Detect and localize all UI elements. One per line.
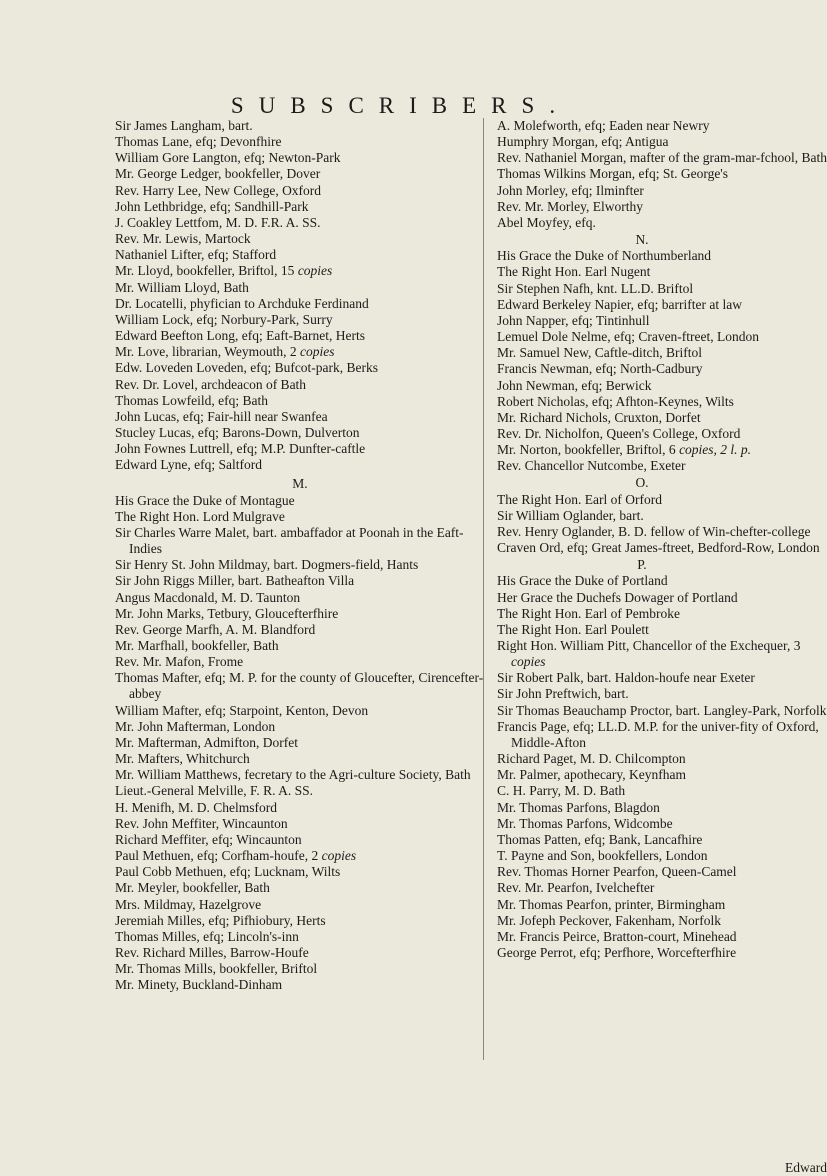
subscriber-name: Mr. Thomas Parfons, Blagdon bbox=[497, 799, 660, 815]
subscriber-entry bbox=[115, 816, 485, 832]
subscriber-entry bbox=[115, 800, 485, 816]
subscriber-name: Lieut.-General Melville, F. R. A. SS. bbox=[115, 783, 314, 799]
subscriber-name: Paul Cobb Methuen, efq; Lucknam, Wilts bbox=[115, 864, 341, 880]
subscriber-entry bbox=[497, 329, 827, 345]
subscriber-name: His Grace the Duke of Northumberland bbox=[497, 248, 712, 264]
subscriber-name: Sir John Preftwich, bart. bbox=[497, 686, 629, 702]
subscriber-entry bbox=[115, 670, 485, 702]
subscriber-name: The Right Hon. Earl Poulett bbox=[497, 621, 649, 637]
subscriber-name: Robert Nicholas, efq; Afhton-Keynes, Wilts bbox=[497, 393, 734, 409]
subscriber-entry bbox=[115, 590, 485, 606]
copies-note: copies bbox=[321, 848, 357, 864]
subscriber-name: His Grace the Duke of Portland bbox=[497, 573, 668, 589]
subscriber-entry bbox=[115, 864, 485, 880]
subscriber-entry bbox=[115, 328, 485, 344]
subscriber-name: Nathaniel Lifter, efq; Stafford bbox=[115, 247, 277, 263]
subscriber-entry bbox=[497, 573, 827, 589]
subscriber-entry bbox=[115, 183, 485, 199]
subscriber-entry bbox=[497, 719, 827, 751]
copies-note: copies, 2 l. p. bbox=[679, 442, 752, 458]
subscriber-name: Stucley Lucas, efq; Barons-Down, Dulverton bbox=[115, 424, 360, 440]
subscriber-name: Richard Paget, M. D. Chilcompton bbox=[497, 751, 686, 767]
subscriber-entry bbox=[497, 638, 827, 670]
subscriber-name: John Newman, efq; Berwick bbox=[497, 377, 652, 393]
subscriber-entry bbox=[497, 880, 827, 896]
subscriber-name: John Fownes Luttrell, efq; M.P. Dunfter-caftle bbox=[115, 441, 366, 457]
subscriber-entry bbox=[497, 394, 827, 410]
subscriber-name: Lemuel Dole Nelme, efq; Craven-ftreet, London bbox=[497, 329, 760, 345]
subscriber-entry bbox=[115, 897, 485, 913]
subscriber-name: Mr. Lloyd, bookfeller, Briftol, 15 bbox=[115, 263, 295, 279]
subscriber-list-left bbox=[115, 118, 485, 993]
subscriber-name: The Right Hon. Earl of Orford bbox=[497, 491, 662, 507]
subscriber-entry bbox=[497, 540, 827, 556]
subscriber-name: Thomas Lane, efq; Devonfhire bbox=[115, 134, 282, 150]
subscriber-entry bbox=[115, 493, 485, 509]
subscriber-name: The Right Hon. Earl Nugent bbox=[497, 264, 651, 280]
catchword: Edward bbox=[785, 1160, 827, 1175]
subscriber-name: Thomas Wilkins Morgan, efq; St. George's bbox=[497, 166, 728, 182]
subscriber-entry bbox=[497, 378, 827, 394]
subscriber-entry bbox=[115, 280, 485, 296]
subscriber-name: Rev. Chancellor Nutcombe, Exeter bbox=[497, 458, 686, 474]
subscriber-entry bbox=[115, 767, 485, 783]
subscriber-name: Sir Charles Warre Malet, bart. ambaffador at Poonah in the Eaft-Indies bbox=[115, 524, 464, 557]
subscriber-entry bbox=[497, 913, 827, 929]
subscriber-entry bbox=[497, 767, 827, 783]
subscriber-name: Rev. Mr. Morley, Elworthy bbox=[497, 198, 643, 214]
subscriber-entry bbox=[497, 832, 827, 848]
subscriber-entry bbox=[497, 508, 827, 524]
subscriber-entry bbox=[115, 638, 485, 654]
subscriber-name: Sir Henry St. John Mildmay, bart. Dogmers-field, Hants bbox=[115, 557, 419, 573]
subscriber-entry bbox=[497, 426, 827, 442]
subscriber-name: Mr. Jofeph Peckover, Fakenham, Norfolk bbox=[497, 912, 722, 928]
subscriber-name: Sir Robert Palk, bart. Haldon-houfe near Exeter bbox=[497, 670, 755, 686]
subscriber-name: Mr. Marfhall, bookfeller, Bath bbox=[115, 638, 279, 653]
subscriber-name: Right Hon. William Pitt, Chancellor of the Exchequer, 3 bbox=[497, 638, 801, 653]
subscriber-entry bbox=[497, 751, 827, 767]
subscriber-name: Jeremiah Milles, efq; Pifhiobury, Herts bbox=[115, 912, 326, 928]
subscriber-name: Rev. Thomas Horner Pearfon, Queen-Camel bbox=[497, 864, 737, 880]
subscriber-name: Rev. Harry Lee, New College, Oxford bbox=[115, 182, 322, 198]
subscriber-entry bbox=[497, 800, 827, 816]
subscriber-entry bbox=[115, 441, 485, 457]
subscriber-name: John Napper, efq; Tintinhull bbox=[497, 312, 650, 328]
subscriber-entry bbox=[497, 134, 827, 150]
subscriber-entry bbox=[115, 199, 485, 215]
subscriber-entry bbox=[497, 492, 827, 508]
subscriber-name: J. Coakley Lettfom, M. D. F.R. A. SS. bbox=[115, 214, 321, 230]
subscriber-name: Mr. Palmer, apothecary, Keynfham bbox=[497, 767, 687, 783]
subscriber-entry bbox=[497, 606, 827, 622]
column-divider bbox=[483, 118, 484, 1060]
subscriber-name: William Mafter, efq; Starpoint, Kenton, Devon bbox=[115, 702, 369, 718]
section-letter: M. bbox=[292, 476, 308, 492]
subscriber-name: Mr. Minety, Buckland-Dinham bbox=[115, 977, 283, 993]
subscriber-entry bbox=[115, 913, 485, 929]
subscriber-name: The Right Hon. Lord Mulgrave bbox=[115, 508, 285, 524]
subscriber-entry bbox=[497, 248, 827, 264]
subscriber-name: Mrs. Mildmay, Hazelgrove bbox=[115, 896, 262, 912]
subscriber-name: Abel Moyfey, efq. bbox=[497, 214, 596, 230]
subscriber-name: John Morley, efq; Ilminfter bbox=[497, 182, 644, 198]
subscriber-name: T. Payne and Son, bookfellers, London bbox=[497, 848, 708, 864]
subscriber-entry bbox=[115, 557, 485, 573]
subscriber-entry bbox=[497, 929, 827, 945]
subscriber-name: Edward Lyne, efq; Saltford bbox=[115, 457, 262, 473]
subscriber-name: Rev. Dr. Lovel, archdeacon of Bath bbox=[115, 376, 307, 392]
subscriber-entry bbox=[497, 622, 827, 638]
subscriber-name: George Perrot, efq; Perfhore, Worcefterfhire bbox=[497, 944, 737, 960]
subscriber-name: Rev. Richard Milles, Barrow-Houfe bbox=[115, 944, 309, 960]
subscriber-name: Sir William Oglander, bart. bbox=[497, 507, 644, 523]
subscriber-name: Mr. Thomas Pearfon, printer, Birmingham bbox=[497, 896, 726, 912]
subscriber-entry bbox=[497, 442, 827, 458]
subscriber-entry bbox=[115, 425, 485, 441]
subscriber-entry bbox=[115, 312, 485, 328]
subscriber-name: Rev. Dr. Nicholfon, Queen's College, Oxford bbox=[497, 425, 741, 441]
subscriber-name: Mr. Thomas Mills, bookfeller, Briftol bbox=[115, 961, 318, 977]
subscriber-entry bbox=[497, 783, 827, 799]
subscriber-entry bbox=[115, 525, 485, 557]
subscriber-entry bbox=[115, 409, 485, 425]
subscriber-entry bbox=[497, 199, 827, 215]
subscriber-name: Edw. Loveden Loveden, efq; Bufcot-park, Berks bbox=[115, 360, 379, 376]
subscriber-entry bbox=[497, 150, 827, 166]
subscriber-entry bbox=[115, 654, 485, 670]
subscriber-entry bbox=[115, 150, 485, 166]
subscriber-name: William Lock, efq; Norbury-Park, Surry bbox=[115, 311, 333, 327]
subscriber-entry bbox=[497, 816, 827, 832]
subscriber-name: Humphry Morgan, efq; Antigua bbox=[497, 134, 669, 150]
subscriber-entry bbox=[115, 377, 485, 393]
subscriber-entry bbox=[115, 509, 485, 525]
subscriber-name: Thomas Milles, efq; Lincoln's-inn bbox=[115, 928, 299, 944]
subscriber-entry bbox=[497, 361, 827, 377]
subscriber-entry bbox=[115, 880, 485, 896]
copies-note: copies bbox=[300, 344, 335, 360]
subscriber-name: Mr. Thomas Parfons, Widcombe bbox=[497, 815, 673, 831]
subscriber-entry bbox=[115, 703, 485, 719]
subscriber-entry bbox=[115, 573, 485, 589]
subscriber-entry bbox=[497, 703, 827, 719]
copies-note: copies bbox=[297, 263, 333, 279]
subscriber-name: Paul Methuen, efq; Corfham-houfe, 2 bbox=[115, 848, 319, 864]
subscriber-name: Craven Ord, efq; Great James-ftreet, Bedford-Row, London bbox=[497, 540, 820, 556]
subscriber-name: Sir Thomas Beauchamp Proctor, bart. Langley-Park, Norfolk bbox=[497, 702, 827, 718]
subscriber-name: Thomas Mafter, efq; M. P. for the county of Gloucefter, Cirencefter-abbey bbox=[115, 670, 484, 702]
subscriber-name: His Grace the Duke of Montague bbox=[115, 492, 295, 508]
subscriber-name: Edward Beefton Long, efq; Eaft-Barnet, Herts bbox=[115, 328, 366, 344]
subscriber-entry bbox=[115, 832, 485, 848]
subscriber-name: Sir Stephen Nafh, knt. LL.D. Briftol bbox=[497, 280, 694, 296]
subscriber-entry bbox=[115, 961, 485, 977]
subscriber-name: Rev. Mr. Mafon, Frome bbox=[115, 654, 244, 670]
subscriber-entry bbox=[497, 345, 827, 361]
subscriber-name: John Lucas, efq; Fair-hill near Swanfea bbox=[115, 408, 328, 424]
subscriber-entry bbox=[115, 929, 485, 945]
subscriber-name: Francis Newman, efq; North-Cadbury bbox=[497, 361, 703, 377]
subscriber-name: The Right Hon. Earl of Pembroke bbox=[497, 605, 680, 621]
subscriber-entry bbox=[115, 457, 485, 473]
subscriber-list-right bbox=[497, 118, 827, 1175]
subscriber-entry bbox=[115, 751, 485, 767]
subscriber-name: Angus Macdonald, M. D. Taunton bbox=[115, 589, 301, 605]
subscriber-entry bbox=[497, 864, 827, 880]
subscriber-entry bbox=[497, 686, 827, 702]
subscriber-name: H. Menifh, M. D. Chelmsford bbox=[115, 799, 277, 815]
subscriber-entry bbox=[115, 263, 485, 279]
subscriber-name: Mr. Francis Peirce, Bratton-court, Minehead bbox=[497, 928, 737, 944]
subscriber-name: Mr. George Ledger, bookfeller, Dover bbox=[115, 166, 321, 182]
subscriber-name: Edward Berkeley Napier, efq; barrifter at law bbox=[497, 296, 742, 312]
subscriber-name: Rev. John Meffiter, Wincaunton bbox=[115, 815, 288, 831]
subscriber-name: Mr. Love, librarian, Weymouth, 2 bbox=[115, 344, 297, 360]
subscriber-name: Mr. Samuel New, Caftle-ditch, Briftol bbox=[497, 345, 702, 361]
subscriber-name: C. H. Parry, M. D. Bath bbox=[497, 783, 626, 799]
subscriber-entry bbox=[115, 344, 485, 360]
subscriber-entry bbox=[115, 719, 485, 735]
subscriber-entry bbox=[497, 897, 827, 913]
subscriber-name: Rev. Mr. Lewis, Martock bbox=[115, 231, 251, 247]
subscriber-entry bbox=[497, 297, 827, 313]
subscriber-name: Francis Page, efq; LL.D. M.P. for the univer-fity of Oxford, Middle-Afton bbox=[497, 718, 819, 750]
subscriber-entry bbox=[497, 264, 827, 280]
section-letter: O. bbox=[635, 475, 649, 491]
subscriber-entry bbox=[115, 977, 485, 993]
section-letter: P. bbox=[637, 557, 647, 573]
subscriber-entry bbox=[115, 360, 485, 376]
subscriber-entry bbox=[497, 313, 827, 329]
subscriber-entry bbox=[497, 281, 827, 297]
subscriber-entry bbox=[115, 247, 485, 263]
subscriber-name: Thomas Patten, efq; Bank, Lancafhire bbox=[497, 831, 703, 847]
subscriber-entry bbox=[497, 945, 827, 961]
subscriber-name: Mr. Meyler, bookfeller, Bath bbox=[115, 880, 270, 896]
subscriber-entry bbox=[115, 735, 485, 751]
subscriber-name: Her Grace the Duchefs Dowager of Portland bbox=[497, 589, 738, 605]
subscriber-entry bbox=[497, 166, 827, 182]
subscriber-entry bbox=[115, 231, 485, 247]
subscriber-name: Thomas Lowfeild, efq; Bath bbox=[115, 392, 268, 408]
subscriber-entry bbox=[497, 590, 827, 606]
subscriber-name: Richard Meffiter, efq; Wincaunton bbox=[115, 831, 302, 847]
subscriber-name: William Gore Langton, efq; Newton-Park bbox=[115, 150, 341, 166]
subscriber-entry bbox=[497, 524, 827, 540]
subscriber-name: Mr. Richard Nichols, Cruxton, Dorfet bbox=[497, 409, 701, 425]
subscriber-entry bbox=[115, 622, 485, 638]
subscriber-entry bbox=[115, 166, 485, 182]
subscriber-name: Rev. Mr. Pearfon, Ivelchefter bbox=[497, 880, 655, 896]
subscriber-name: Mr. Norton, bookfeller, Briftol, 6 bbox=[497, 442, 676, 458]
subscriber-entry bbox=[115, 606, 485, 622]
subscriber-entry bbox=[497, 670, 827, 686]
subscriber-name: Sir James Langham, bart. bbox=[115, 118, 253, 133]
subscriber-name: Dr. Locatelli, phyfician to Archduke Ferdinand bbox=[115, 295, 369, 311]
subscriber-entry bbox=[115, 134, 485, 150]
subscriber-name: A. Molefworth, efq; Eaden near Newry bbox=[497, 118, 710, 133]
subscriber-entry bbox=[497, 118, 827, 134]
subscriber-entry bbox=[115, 945, 485, 961]
subscriber-name: Mr. William Lloyd, Bath bbox=[115, 279, 249, 295]
subscriber-entry bbox=[497, 458, 827, 474]
subscriber-name: Mr. Mafters, Whitchurch bbox=[115, 751, 250, 767]
subscriber-entry bbox=[115, 118, 485, 134]
page-title: SUBSCRIBERS. bbox=[230, 93, 571, 119]
subscriber-name: Mr. William Matthews, fecretary to the Agri-culture Society, Bath bbox=[115, 767, 471, 783]
subscriber-name: Sir John Riggs Miller, bart. Batheafton Villa bbox=[115, 573, 355, 589]
subscriber-entry bbox=[115, 393, 485, 409]
subscriber-name: Rev. Henry Oglander, B. D. fellow of Win-chefter-college bbox=[497, 523, 811, 539]
subscriber-entry bbox=[115, 848, 485, 864]
copies-note: copies bbox=[511, 654, 546, 670]
subscriber-entry bbox=[115, 215, 485, 231]
subscriber-entry bbox=[497, 183, 827, 199]
subscriber-entry bbox=[497, 848, 827, 864]
subscriber-name: John Lethbridge, efq; Sandhill-Park bbox=[115, 198, 309, 214]
subscriber-name: Rev. Nathaniel Morgan, mafter of the gram-mar-fchool, Bath bbox=[497, 150, 827, 166]
subscriber-entry bbox=[115, 783, 485, 799]
subscriber-entry bbox=[115, 296, 485, 312]
subscriber-name: Mr. John Mafterman, London bbox=[115, 718, 276, 734]
subscriber-entry bbox=[497, 410, 827, 426]
subscriber-entry bbox=[497, 215, 827, 231]
subscriber-name: Mr. John Marks, Tetbury, Gloucefterfhire bbox=[115, 605, 339, 621]
subscriber-name: Rev. George Marfh, A. M. Blandford bbox=[115, 621, 316, 637]
subscriber-name: Mr. Mafterman, Admifton, Dorfet bbox=[115, 734, 298, 750]
section-letter: N. bbox=[635, 232, 649, 248]
